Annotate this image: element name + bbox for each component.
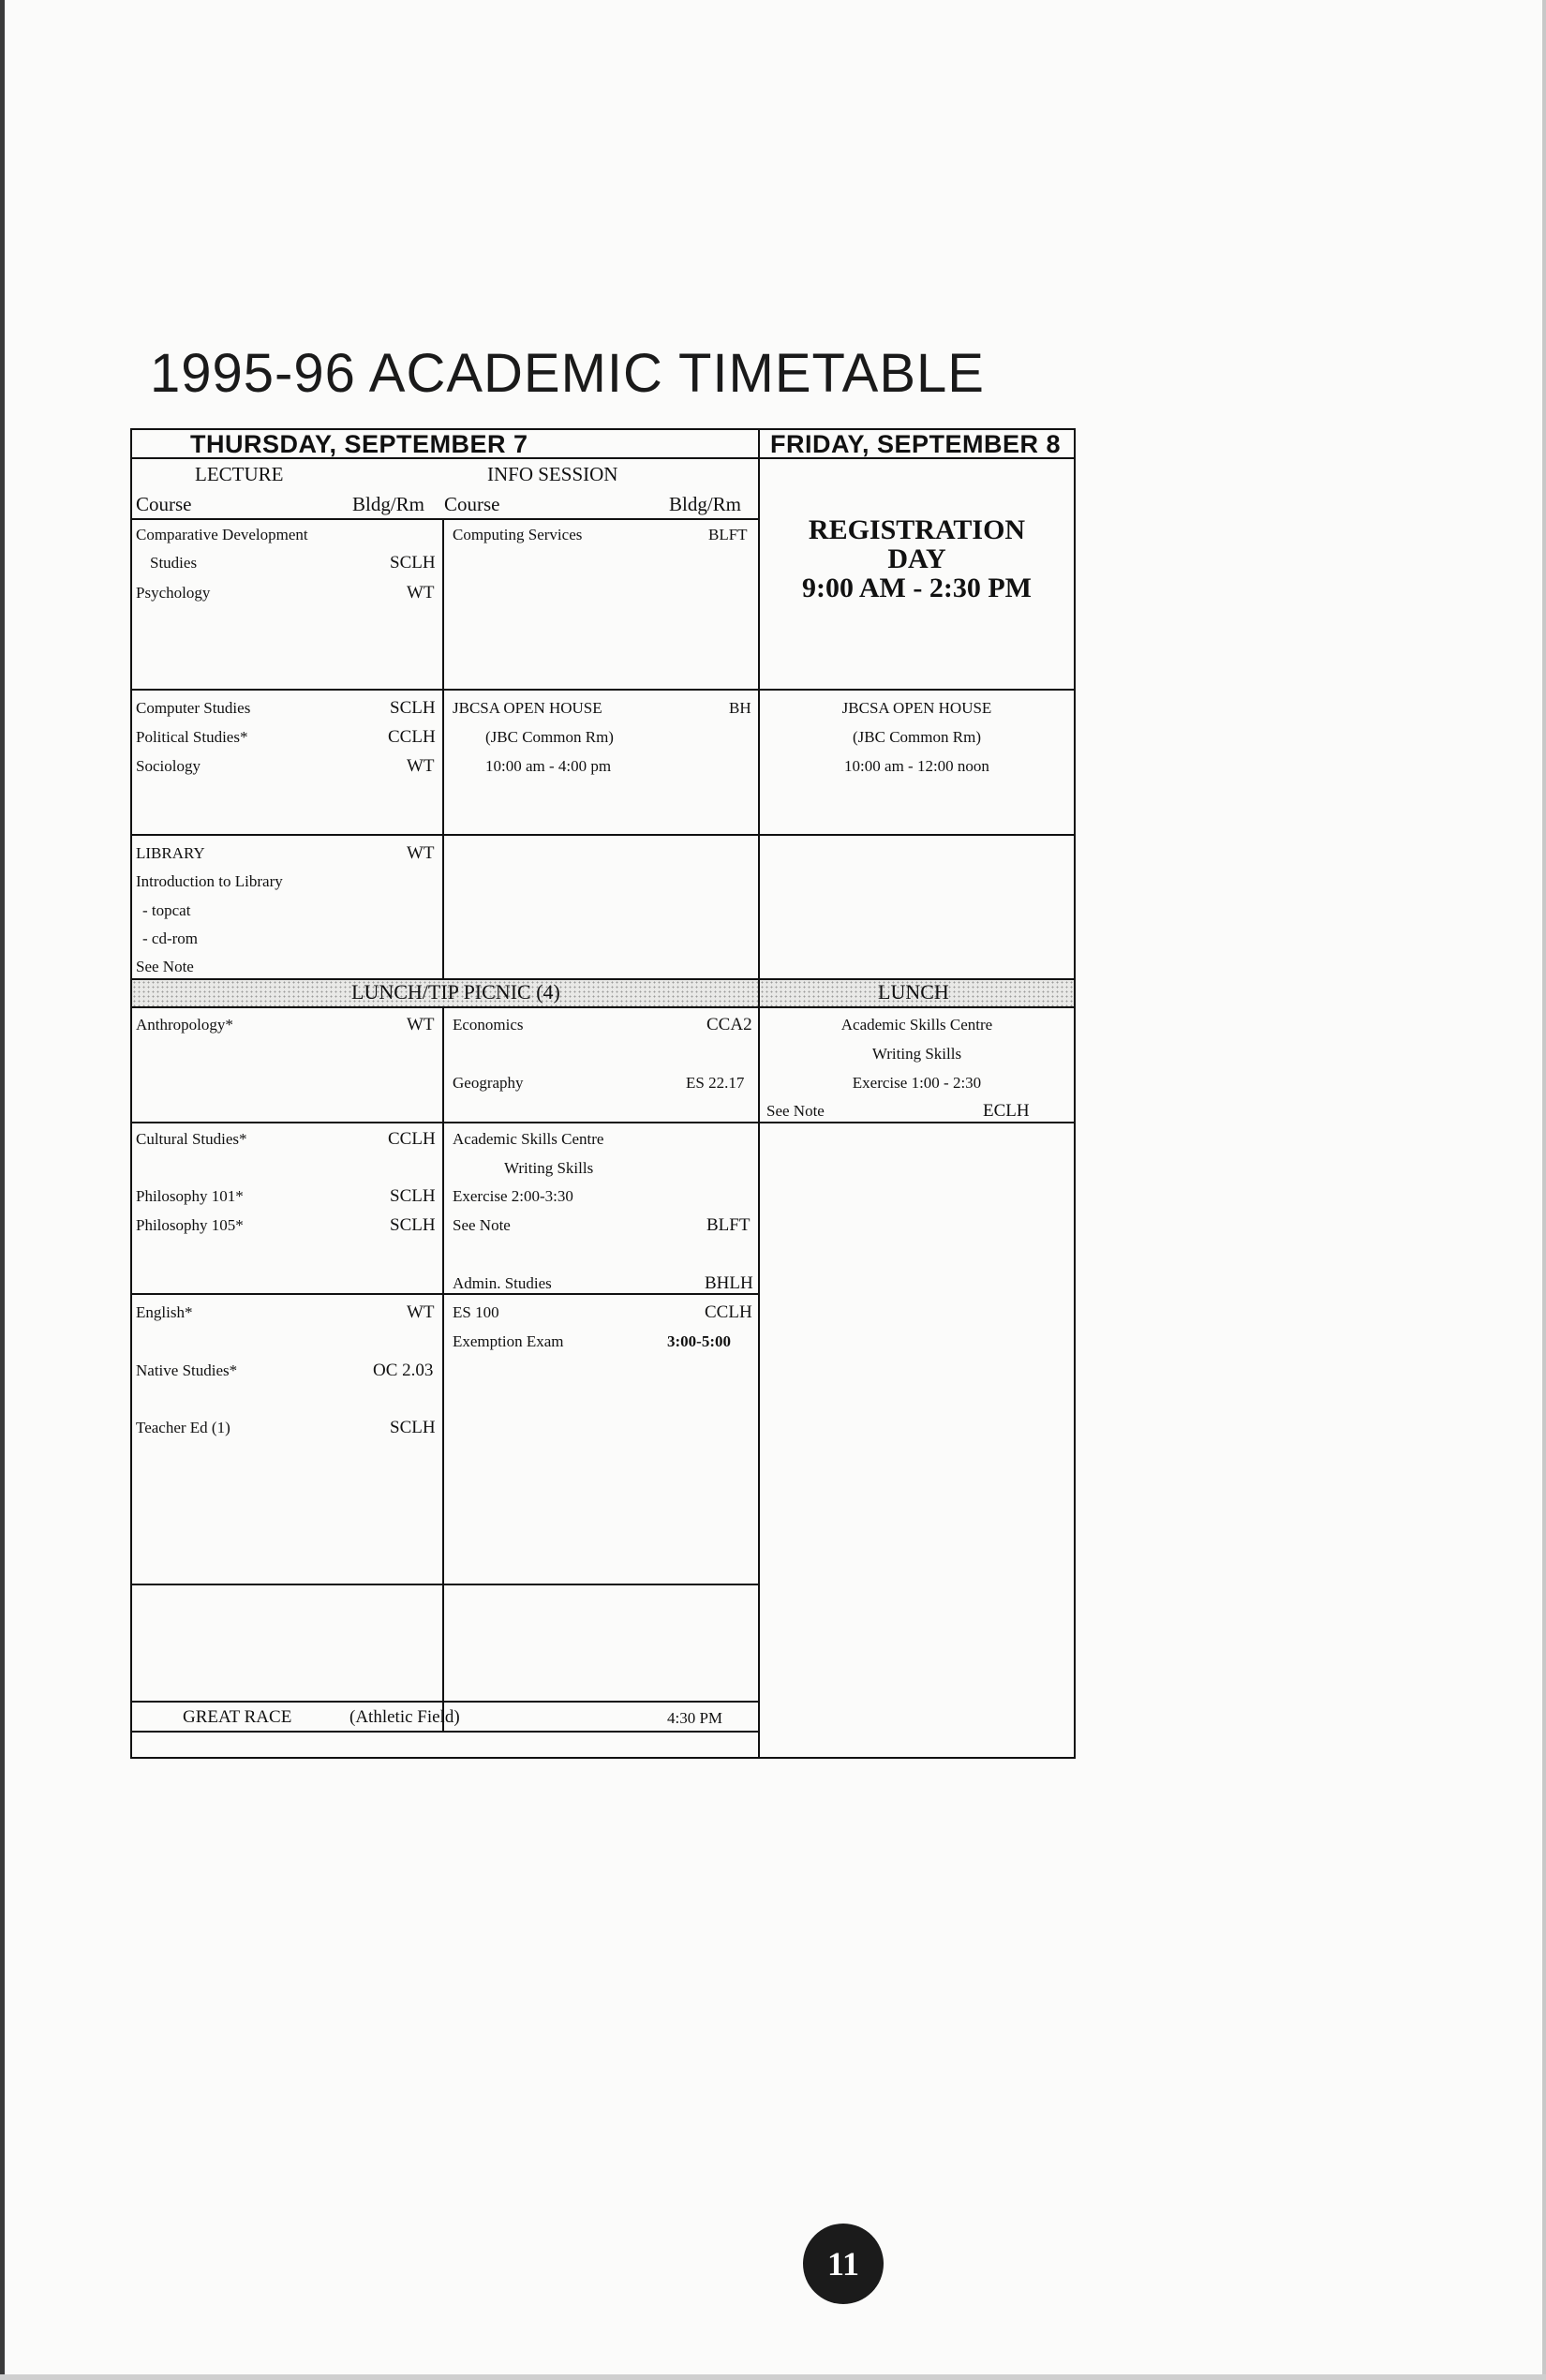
rule-block2	[131, 834, 1076, 836]
page-number: 11	[803, 2224, 884, 2304]
page-edge-left	[0, 0, 5, 2380]
info-course: Academic Skills Centre	[453, 1130, 604, 1148]
info-course: Exercise 2:00-3:30	[453, 1187, 573, 1205]
friday-open-house: JBCSA OPEN HOUSE	[841, 699, 992, 717]
info-room: BHLH	[705, 1273, 753, 1293]
lecture-room: OC 2.03	[373, 1361, 434, 1380]
rule-subheader	[131, 518, 759, 520]
lecture-course: Sociology	[136, 757, 201, 775]
lecture-course: English*	[136, 1303, 193, 1321]
info-course: ES 100	[453, 1303, 499, 1321]
lecture-room: CCLH	[388, 1129, 436, 1149]
lecture-course: Teacher Ed (1)	[136, 1419, 230, 1436]
lecture-course: Comparative Development	[136, 526, 308, 543]
rule-block6	[131, 1584, 759, 1585]
friday-asc-note: See Note	[766, 1102, 825, 1120]
lecture-course: Anthropology*	[136, 1016, 233, 1034]
info-course: (JBC Common Rm)	[485, 728, 614, 746]
lecture-course: Philosophy 101*	[136, 1187, 244, 1205]
info-room: CCA2	[706, 1015, 752, 1034]
info-course: JBCSA OPEN HOUSE	[453, 699, 602, 717]
lecture-course: Introduction to Library	[136, 872, 283, 890]
page-edge-right	[1542, 0, 1546, 2380]
rule-block5	[131, 1293, 759, 1295]
friday-header: FRIDAY, SEPTEMBER 8	[770, 430, 1062, 458]
info-course: Economics	[453, 1016, 524, 1034]
info-room: 3:00-5:00	[667, 1332, 731, 1350]
lecture-course: See Note	[136, 958, 194, 975]
rule-block1	[131, 689, 1076, 691]
lecture-course: Philosophy 105*	[136, 1216, 244, 1234]
great-race-place: (Athletic Field)	[349, 1707, 460, 1727]
rule-bottom	[131, 1757, 1076, 1759]
great-race-label: GREAT RACE	[183, 1707, 292, 1727]
page-edge-bottom	[0, 2374, 1546, 2380]
lecture-course: - cd-rom	[142, 930, 199, 947]
registration-time: 9:00 AM - 2:30 PM	[802, 573, 1032, 603]
lecture-header: LECTURE	[195, 463, 284, 485]
lunch-thursday: LUNCH/TIP PICNIC (4)	[351, 980, 560, 1004]
friday-open-house-room: (JBC Common Rm)	[853, 728, 981, 746]
rule-left	[130, 428, 132, 1759]
great-race-time: 4:30 PM	[667, 1709, 723, 1727]
info-session-header: INFO SESSION	[487, 463, 618, 485]
info-room: CCLH	[705, 1302, 752, 1322]
lecture-room: WT	[407, 583, 435, 602]
lecture-room: SCLH	[390, 1215, 436, 1235]
lecture-course-col: Course	[136, 493, 192, 515]
thursday-header: THURSDAY, SEPTEMBER 7	[190, 430, 528, 458]
lecture-room: WT	[407, 1302, 435, 1322]
lecture-course: LIBRARY	[136, 844, 205, 862]
info-room: BLFT	[706, 1215, 751, 1235]
rule-thu-fri	[758, 428, 760, 1759]
rule-thu-mid	[442, 518, 444, 1731]
lecture-room: SCLH	[390, 1186, 436, 1206]
rule-race-top	[131, 1701, 759, 1703]
page-title: 1995-96 ACADEMIC TIMETABLE	[150, 343, 985, 404]
lecture-course: Political Studies*	[136, 728, 248, 746]
lecture-room: SCLH	[390, 553, 436, 573]
info-course: 10:00 am - 4:00 pm	[485, 757, 612, 775]
info-course-col: Course	[444, 493, 500, 515]
lecture-room: WT	[407, 1015, 435, 1034]
lecture-room: SCLH	[390, 698, 436, 718]
lecture-room: SCLH	[390, 1418, 436, 1437]
friday-asc: Academic Skills Centre	[840, 1016, 993, 1034]
lecture-room: WT	[407, 843, 435, 863]
rule-block4	[131, 1122, 1076, 1123]
info-room-col: Bldg/Rm	[669, 493, 742, 515]
registration-title: REGISTRATION	[808, 514, 1026, 545]
lecture-course: Studies	[150, 554, 198, 572]
lecture-course: Cultural Studies*	[136, 1130, 247, 1148]
registration-day: DAY	[887, 543, 946, 574]
lecture-room: WT	[407, 756, 435, 776]
info-course: Computing Services	[453, 526, 583, 543]
info-course: See Note	[453, 1216, 511, 1234]
info-course: Exemption Exam	[453, 1332, 564, 1350]
lecture-course: Native Studies*	[136, 1361, 238, 1379]
lecture-course: - topcat	[142, 901, 191, 919]
friday-open-house-time: 10:00 am - 12:00 noon	[844, 757, 989, 775]
friday-asc-room: ECLH	[983, 1101, 1030, 1121]
lecture-course: Computer Studies	[136, 699, 251, 717]
lecture-room-col: Bldg/Rm	[352, 493, 425, 515]
rule-right	[1074, 428, 1076, 1759]
info-room: ES 22.17	[686, 1074, 745, 1092]
info-course: Admin. Studies	[453, 1274, 552, 1292]
rule-race-bottom	[131, 1731, 759, 1733]
rule-lunch-bottom	[131, 1006, 1076, 1008]
info-room: BLFT	[708, 526, 748, 543]
info-course: Geography	[453, 1074, 524, 1092]
info-room: BH	[729, 699, 751, 717]
lecture-room: CCLH	[388, 727, 436, 747]
lunch-friday: LUNCH	[878, 980, 949, 1004]
friday-asc-writing: Writing Skills	[871, 1045, 962, 1063]
info-course: Writing Skills	[504, 1159, 594, 1177]
friday-asc-exercise: Exercise 1:00 - 2:30	[852, 1074, 982, 1092]
lecture-course: Psychology	[136, 584, 211, 602]
